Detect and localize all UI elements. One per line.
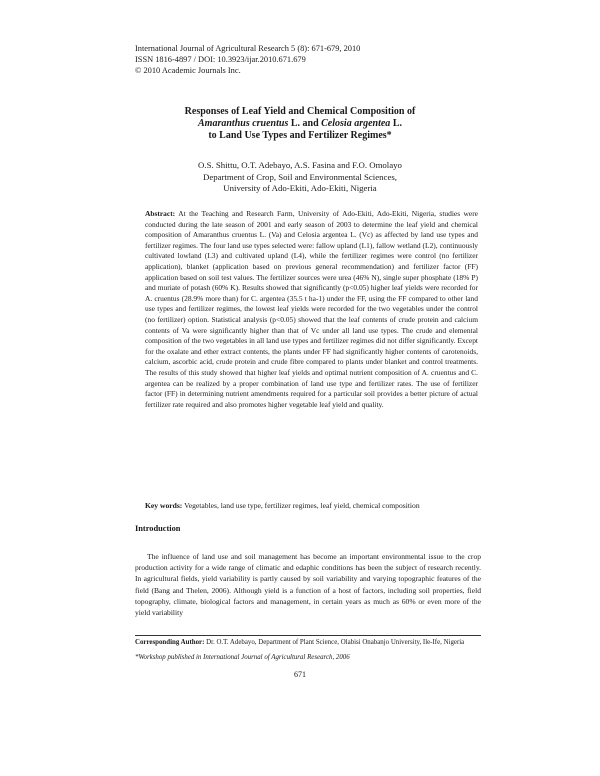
introduction-heading: Introduction xyxy=(135,524,181,533)
issn-doi: ISSN 1816-4897 / DOI: 10.3923/ijar.2010.671.679 xyxy=(135,55,306,64)
title-line-2 xyxy=(110,118,490,130)
footnotes xyxy=(135,638,481,662)
keywords-text: Vegetables, land use type, fertilizer regimes, leaf yield, chemical composition xyxy=(184,501,420,510)
species-1: Amaranthus cruentus xyxy=(198,118,289,129)
keywords-label: Key words: xyxy=(145,501,183,510)
author-university: University of Ado-Ekiti, Ado-Ekiti, Nigeria xyxy=(223,183,377,193)
abstract-label: Abstract: xyxy=(145,209,176,218)
footnote-divider xyxy=(135,635,481,636)
corresponding-text: Dr. O.T. Adebayo, Department of Plant Science, Olabisi Onabanjo University, Ile-Ife, Nigeria xyxy=(206,639,465,646)
title-line-1: Responses of Leaf Yield and Chemical Composition of xyxy=(184,106,416,117)
paper-title xyxy=(110,106,490,142)
title-line-2-end: L. xyxy=(392,118,402,129)
title-line-3: to Land Use Types and Fertilizer Regimes* xyxy=(208,130,392,141)
page-number: 671 xyxy=(294,670,306,679)
species-2: Celosia argentea xyxy=(321,118,391,129)
corresponding-label: Corresponding Author: xyxy=(135,639,205,646)
copyright-line: © 2010 Academic Journals Inc. xyxy=(135,66,241,75)
workshop-note: *Workshop published in International Journal of Agricultural Research, 2006 xyxy=(135,653,350,661)
journal-header xyxy=(135,43,495,76)
author-department: Department of Crop, Soil and Environmental Sciences, xyxy=(203,171,397,182)
journal-citation: International Journal of Agricultural Research 5 (8): 671-679, 2010 xyxy=(135,44,361,53)
abstract-text: At the Teaching and Research Farm, University of Ado-Ekiti, Ado-Ekiti, Nigeria, studies were conducted during the late season of 2001 and early season of 2003 to determine the leaf yield and chemical composition of Amaranthus cruentus L. (Va) and Celosia argentea L. (Vc) as affected by land use types and fertilizer regimes. The four land use types selected were: fallow upland (L1), fallow wetland (L2), continuously cultivated lowland (L3) and cultivated upland (L4), while the fertilizer regimes were control (no fertilizer application), blanket (application based on previous general recommendation) and fertilizer factor (FF) application based on soil test values. The fertilizer sources were urea (46% N), single super phosphate (18% P) and muriate of potash (60% K). Results showed that significantly (p<0.05) higher leaf yields were recorded for A. cruentus (28.9% more than) for C. argentea (35.5 t ha-1) under the FF, using the FF compared to other land use types and fertilizer regimes, the lowest leaf yields were recorded for the two vegetables under the control (no fertilizer) option. Statistical analysis (p<0.05) showed that the leaf contents of crude protein and calcium contents of Va were significantly higher than that of Vc under all land use types. The crude and elemental composition of the two vegetables in all land use types and fertilizer regimes did not differ significantly. Except for the oxalate and ether extract contents, the plants under FF had significantly higher contents of carotenoids, calcium, ascorbic acid, crude protein and crude fibre compared to plants under blanket and control treatments. The results of this study showed that higher leaf yields and optimal nutrient composition of A. cruentus and C. argentea can be realized by a proper combination of land use type and fertilizer rates. The use of fertilizer factor (FF) in determining nutrient amendments required for a particular soil provides a better picture of actual fertilizer rate required and also promotes higher vegetable leaf yield and quality. xyxy=(145,209,478,409)
introduction-text: The influence of land use and soil management has become an important environmental issue to the crop production activity for a wide range of climatic and edaphic conditions has been the subject of research recently. In agricultural fields, yield variability is partly caused by soil variability and varying topographic features of the field (Bang and Thelen, 2006). Although yield is a function of a host of factors, including soil properties, field topography, climate, biological factors and management, in certain years as much as 60% or even more of the yield variability xyxy=(135,552,481,618)
abstract xyxy=(145,209,478,410)
authors-block xyxy=(110,160,490,195)
corresponding-author xyxy=(135,638,481,648)
author-names: O.S. Shittu, O.T. Adebayo, A.S. Fasina and F.O. Omolayo xyxy=(198,160,402,170)
title-and: L. and xyxy=(290,118,319,129)
keywords xyxy=(145,501,485,511)
